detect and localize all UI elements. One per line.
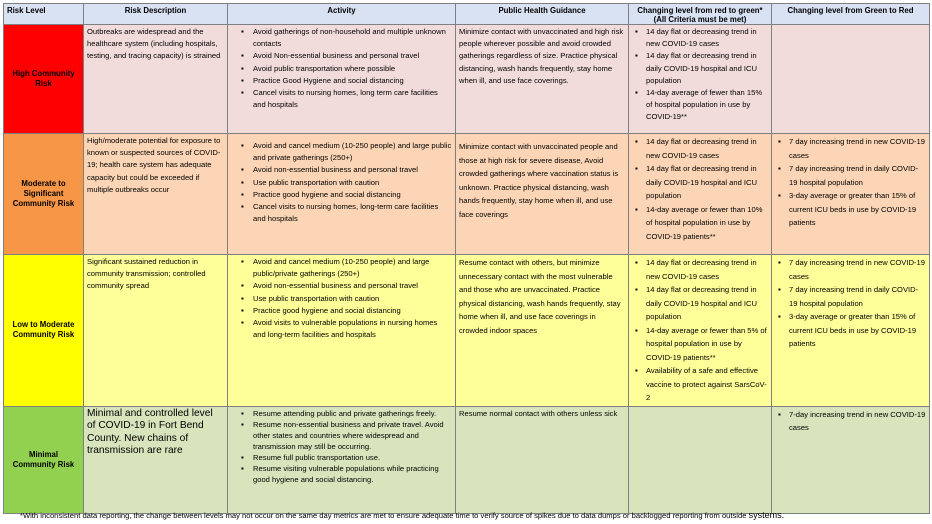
footnote-text: *With inconsistent data reporting, the change between levels may not occur on the same day metrics are met to ensure adequate time to verify source of spikes due to data dumps or backlogged reporting from outside bbox=[20, 511, 747, 520]
activity-cell bbox=[228, 406, 456, 513]
criteria-item: ▪ 3-day average or greater than 15% of current ICU beds in use by COVID-19 patients bbox=[775, 189, 926, 230]
header-risk-description: Risk Description bbox=[84, 4, 228, 25]
risk-level-cell: Minimal Community Risk bbox=[4, 406, 84, 513]
activity-cell bbox=[228, 255, 456, 407]
risk-level-cell: High Community Risk bbox=[4, 25, 84, 134]
criteria-item: ▪ 14 day flat or decreasing trend in new COVID-19 cases bbox=[632, 26, 768, 50]
risk-level-cell: Moderate to Significant Community Risk bbox=[4, 134, 84, 255]
activity-item: ▪ Avoid public transportation where possible bbox=[231, 63, 452, 75]
header-red-to-green bbox=[629, 4, 772, 25]
red-to-green-cell bbox=[629, 25, 772, 134]
green-to-red-list bbox=[775, 408, 926, 435]
criteria-item: ▪ 7 day increasing trend in new COVID-19 cases bbox=[775, 135, 926, 162]
risk-description-cell: Minimal and controlled level of COVID-19 in Fort Bend County. New chains of transmission are rare bbox=[84, 406, 228, 513]
footnote-tail: systems. bbox=[748, 510, 785, 520]
criteria-item: ▪ Availability of a safe and effective vaccine to protect against SarsCoV-2 bbox=[632, 364, 768, 405]
risk-level-table bbox=[3, 3, 930, 514]
criteria-item: ▪ 14-day average or fewer than 5% of hospital population in use by COVID-19 patients** bbox=[632, 324, 768, 365]
activity-list bbox=[231, 408, 452, 485]
activity-item: ▪ Avoid and cancel medium (10-250 people) and large public/private gatherings (250+) bbox=[231, 256, 452, 280]
activity-item: ▪ Avoid non-essential business and personal travel bbox=[231, 164, 452, 176]
activity-item: ▪ Practice Good Hygiene and social distancing bbox=[231, 75, 452, 87]
guidance-cell: Minimize contact with unvaccinated and high risk people wherever possible and avoid crowded gatherings regardless of size. Practice physical distancing, wash hands frequently, stay home when ill, and use face coverings. bbox=[456, 25, 629, 134]
header-row bbox=[4, 4, 930, 25]
activity-item: ▪ Cancel visits to nursing homes, long-term care facilities and hospitals bbox=[231, 201, 452, 225]
activity-list bbox=[231, 140, 452, 225]
risk-level-table-container bbox=[3, 3, 929, 514]
risk-description-cell: Significant sustained reduction in community transmission; controlled community spread bbox=[84, 255, 228, 407]
guidance-cell: Resume contact with others, but minimize unnecessary contact with the most vulnerable and those who are unvaccinated. Practice physical distancing, wash hands frequently, stay home when ill, and use face coverings in crowded indoor spaces bbox=[456, 255, 629, 407]
activity-cell bbox=[228, 134, 456, 255]
criteria-item: ▪ 14 day flat or decreasing trend in new COVID-19 cases bbox=[632, 135, 768, 162]
activity-item: ▪ Resume non-essential business and private travel. Avoid other states and countries where widespread and transmission may still be occurring. bbox=[231, 419, 452, 452]
row-high-risk bbox=[4, 25, 930, 134]
activity-item: ▪ Use public transportation with caution bbox=[231, 177, 452, 189]
header-public-health-guidance: Public Health Guidance bbox=[456, 4, 629, 25]
activity-item: ▪ Avoid visits to vulnerable populations in nursing homes and long-term facilities and hospitals bbox=[231, 317, 452, 341]
header-green-to-red: Changing level from Green to Red bbox=[772, 4, 930, 25]
risk-level-cell: Low to Moderate Community Risk bbox=[4, 255, 84, 407]
red-to-green-list bbox=[632, 256, 768, 405]
risk-description-cell: High/moderate potential for exposure to known or suspected sources of COVID-19; health care system has adequate capacity but could be exceeded if multiple outbreaks occur bbox=[84, 134, 228, 255]
criteria-item: ▪ 3-day average or greater than 15% of current ICU beds in use by COVID-19 patients bbox=[775, 310, 926, 351]
row-low-risk bbox=[4, 255, 930, 407]
red-to-green-cell bbox=[629, 406, 772, 513]
activity-item: ▪ Practice good hygiene and social distancing bbox=[231, 305, 452, 317]
footnote bbox=[20, 510, 930, 521]
activity-cell bbox=[228, 25, 456, 134]
red-to-green-cell bbox=[629, 255, 772, 407]
activity-item: ▪ Resume visiting vulnerable populations while practicing good hygiene and social distancing. bbox=[231, 463, 452, 485]
risk-description-cell: Outbreaks are widespread and the healthcare system (including hospitals, testing, and tracing capacity) is strained bbox=[84, 25, 228, 134]
header-activity: Activity bbox=[228, 4, 456, 25]
activity-item: ▪ Avoid Non-essential business and personal travel bbox=[231, 50, 452, 62]
green-to-red-list bbox=[775, 256, 926, 351]
criteria-item: ▪ 7-day increasing trend in new COVID-19 cases bbox=[775, 408, 926, 435]
activity-item: ▪ Avoid gatherings of non-household and multiple unknown contacts bbox=[231, 26, 452, 50]
activity-item: ▪ Resume attending public and private gatherings freely. bbox=[231, 408, 452, 419]
criteria-item: ▪ 14 day flat or decreasing trend in daily COVID-19 hospital and ICU population bbox=[632, 283, 768, 324]
guidance-cell: Minimize contact with unvaccinated people and those at high risk for severe disease, Avoid crowded gatherings where vaccination status is unknown. Practice physical distancing, wash hands frequently, stay home when ill, and use face coverings bbox=[456, 134, 629, 255]
activity-item: ▪ Use public transportation with caution bbox=[231, 293, 452, 305]
activity-item: ▪ Resume full public transportation use. bbox=[231, 452, 452, 463]
activity-item: ▪ Practice good hygiene and social distancing bbox=[231, 189, 452, 201]
green-to-red-cell bbox=[772, 25, 930, 134]
row-moderate-risk bbox=[4, 134, 930, 255]
criteria-item: ▪ 14-day average of fewer than 15% of hospital population in use by COVID-19** bbox=[632, 87, 768, 124]
green-to-red-cell bbox=[772, 406, 930, 513]
header-risk-level: Risk Level bbox=[4, 4, 84, 25]
criteria-item: ▪ 14 day flat or decreasing trend in daily COVID-19 hospital and ICU population bbox=[632, 162, 768, 203]
criteria-item: ▪ 7 day increasing trend in new COVID-19 cases bbox=[775, 256, 926, 283]
red-to-green-list bbox=[632, 26, 768, 124]
criteria-item: ▪ 7 day increasing trend in daily COVID-19 hospital population bbox=[775, 283, 926, 310]
criteria-item: ▪ 14-day average or fewer than 10% of hospital population in use by COVID-19 patients** bbox=[632, 203, 768, 244]
red-to-green-list bbox=[632, 135, 768, 243]
green-to-red-list bbox=[775, 135, 926, 230]
red-to-green-cell bbox=[629, 134, 772, 255]
criteria-item: ▪ 14 day flat or decreasing trend in new COVID-19 cases bbox=[632, 256, 768, 283]
green-to-red-cell bbox=[772, 255, 930, 407]
activity-list bbox=[231, 256, 452, 341]
activity-item: ▪ Avoid and cancel medium (10-250 people) and large public and private gatherings (250+) bbox=[231, 140, 452, 164]
activity-list bbox=[231, 26, 452, 111]
guidance-cell: Resume normal contact with others unless sick bbox=[456, 406, 629, 513]
activity-item: ▪ Avoid non-essential business and personal travel bbox=[231, 280, 452, 292]
green-to-red-cell bbox=[772, 134, 930, 255]
activity-item: ▪ Cancel visits to nursing homes, long term care facilities and hospitals bbox=[231, 87, 452, 111]
row-minimal-risk bbox=[4, 406, 930, 513]
header-red-to-green-line2: (All Criteria must be met) bbox=[653, 15, 747, 24]
header-red-to-green-line1: Changing level from red to green* bbox=[637, 6, 763, 15]
criteria-item: ▪ 7 day increasing trend in daily COVID-19 hospital population bbox=[775, 162, 926, 189]
criteria-item: ▪ 14 day flat or decreasing trend in daily COVID-19 hospital and ICU population bbox=[632, 50, 768, 87]
